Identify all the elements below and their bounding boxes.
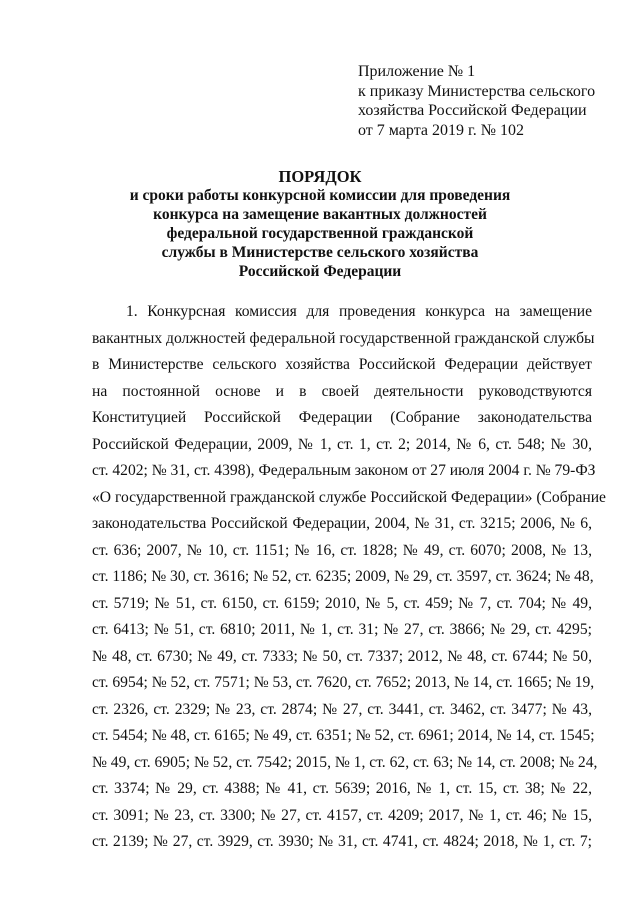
body-line: ст. 1186; № 30, ст. 3616; № 52, ст. 6235; 2009, № 29, ст. 3597, ст. 3624; № 48, (92, 568, 594, 585)
title-line: конкурса на замещение вакантных должностей (153, 206, 487, 223)
title-line: Российской Федерации (238, 263, 402, 280)
body-line: ст. 636; 2007, № 10, ст. 1151; № 16, ст. 1828; № 49, ст. 6070; 2008, № 13, (92, 541, 592, 559)
appendix-line: к приказу Министерства сельского (358, 82, 596, 100)
appendix-header (358, 62, 595, 140)
body-line: ст. 3091; № 23, ст. 3300; № 27, ст. 4157, ст. 4209; 2017, № 1, ст. 46; № 15, (92, 806, 592, 824)
body-line: ст. 2326, ст. 2329; № 23, ст. 2874; № 27, ст. 3441, ст. 3462, ст. 3477; № 43, (92, 700, 592, 718)
body-line: Российской Федерации, 2009, № 1, ст. 1, ст. 2; 2014, № 6, ст. 548; № 30, (92, 435, 592, 453)
body-line: «О государственной гражданской службе Российской Федерации» (Собрание (92, 488, 606, 506)
title-line: и сроки работы конкурсной комиссии для проведения (129, 187, 511, 204)
body-line: ст. 6413; № 51, ст. 6810; 2011, № 1, ст. 31; № 27, ст. 3866; № 29, ст. 4295; (92, 621, 592, 638)
appendix-line: от 7 марта 2019 г. № 102 (358, 121, 524, 139)
title-line: службы в Министерстве сельского хозяйства (161, 244, 479, 261)
body-line: вакантных должностей федеральной государственной гражданской службы (92, 329, 595, 347)
body-line: ст. 6954; № 52, ст. 7571; № 53, ст. 7620, ст. 7652; 2013, № 14, ст. 1665; № 19, (92, 674, 595, 691)
body-line: 1. Конкурсная комиссия для проведения конкурса на замещение (126, 303, 592, 320)
body-line: ст. 3374; № 29, ст. 4388; № 41, ст. 5639; 2016, № 1, ст. 15, ст. 38; № 22, (92, 780, 592, 797)
title-heading: ПОРЯДОК (278, 167, 362, 186)
body-line: № 48, ст. 6730; № 49, ст. 7333; № 50, ст. 7337; 2012, № 48, ст. 6744; № 50, (92, 647, 592, 665)
body-line: в Министерстве сельского хозяйства Российской Федерации действует (92, 356, 592, 373)
appendix-line: хозяйства Российской Федерации (358, 102, 587, 119)
body-line: законодательства Российской Федерации, 2004, № 31, ст. 3215; 2006, № 6, (92, 515, 592, 532)
body-line: ст. 5719; № 51, ст. 6150, ст. 6159; 2010, № 5, ст. 459; № 7, ст. 704; № 49, (92, 594, 592, 612)
body-line: № 49, ст. 6905; № 52, ст. 7542; 2015, № 1, ст. 62, ст. 63; № 14, ст. 2008; № 24, (92, 753, 598, 771)
title-line: федеральной государственной гражданской (166, 225, 474, 242)
document-title (0, 167, 640, 281)
body-line: Конституцией Российской Федерации (Собрание законодательства (92, 409, 592, 426)
body-line: ст. 4202; № 31, ст. 4398), Федеральным законом от 27 июля 2004 г. № 79-ФЗ (92, 462, 596, 479)
body-line: ст. 2139; № 27, ст. 3929, ст. 3930; № 31, ст. 4741, ст. 4824; 2018, № 1, ст. 7; (92, 833, 592, 850)
body-line: ст. 5454; № 48, ст. 6165; № 49, ст. 6351; № 52, ст. 6961; 2014, № 14, ст. 1545; (92, 727, 595, 744)
body-line: на постоянной основе и в своей деятельности руководствуются (92, 382, 592, 400)
appendix-line: Приложение № 1 (358, 63, 476, 80)
